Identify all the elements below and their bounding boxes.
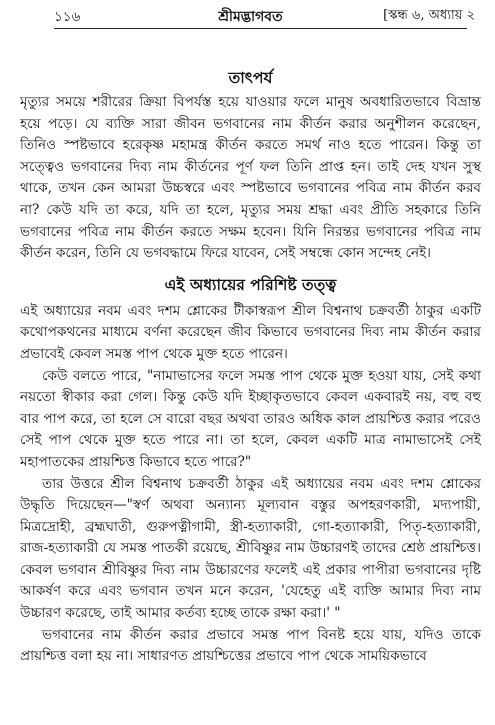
page-header	[20, 0, 481, 30]
summary-paragraph-1: এই অধ্যায়ের নবম এবং দশম শ্লোকের টীকাস্বরূপ শ্রীল বিশ্বনাথ চক্রবর্তী ঠাকুর একটি কথোপকথনের মাধ্যমে বর্ণনা করেছেন জীব কিভাবে ভগবানের দিব্য নাম কীর্তন করার প্রভাবেই কেবল সমস্ত পাপ থেকে মুক্ত হতে পারেন।	[20, 302, 481, 362]
book-title: শ্রীমদ্ভাগবত	[218, 9, 283, 25]
header-divider	[54, 28, 467, 29]
purport-paragraph: মৃত্যুর সময়ে শরীরের ক্রিয়া বিপর্যস্ত হয়ে যাওয়ার ফলে মানুষ অবধারিতভাবে বিভ্রান্ত হয়ে পড়ে। যে ব্যক্তি সারা জীবন ভগবানের নাম কীর্তন করার অনুশীলন করেছেন, তিনিও স্পষ্টভাবে হরেকৃষ্ণ মহামন্ত্র কীর্তন করতে সমর্থ নাও হতে পারেন। কিন্তু তা সত্ত্বেও ভগবানের দিব্য নাম কীর্তনের পূর্ণ ফল তিনি প্রাপ্ত হন। তাই দেহ যখন সুস্থ থাকে, তখন কেন আমরা উচ্চস্বরে এবং স্পষ্টভাবে ভগবানের পবিত্র নাম কীর্তন করব না? কেউ যদি তা করে, যদি তা হলে, মৃত্যুর সময় শ্রদ্ধা এবং প্রীতি সহকারে তিনি ভগবানের পবিত্র নাম কীর্তন করতে সক্ষম হবেন। যিনি নিরন্তর ভগবানের পবিত্র নাম কীর্তন করেন, তিনি যে ভগবদ্ধামে ফিরে যাবেন, সেই সম্বন্ধে কোন সন্দেহ নেই।	[20, 94, 481, 262]
summary-heading: এই অধ্যায়ের পরিশিষ্ট তত্ত্ব	[164, 274, 337, 294]
summary-paragraph-4: ভগবানের নাম কীর্তন করার প্রভাবে সমস্ত পাপ বিনষ্ট হয়ে যায়, যদিও তাকে প্রায়শ্চিত্ত বলা হয় না। সাধারণত প্রায়শ্চিত্তের প্রভাবে পাপ থেকে সাময়িকভাবে	[20, 626, 481, 665]
page-number: ১১৬	[54, 9, 81, 25]
summary-paragraph-3: তার উত্তরে শ্রীল বিশ্বনাথ চক্রবর্তী ঠাকুর এই অধ্যায়ের নবম এবং দশম শ্লোকের উদ্ধৃতি দিয়েছেন—"স্বর্ণ অথবা অন্যান্য মূল্যবান বস্তুর অপহরণকারী, মদ্যপায়ী, মিত্রদ্রোহী, ব্রহ্মঘাতী, গুরুপত্নীগামী, স্ত্রী-হত্যাকারী, গো-হত্যাকারী, পিতৃ-হত্যাকারী, রাজ-হত্যাকারী যে সমস্ত পাতকী রয়েছে, শ্রীবিষ্ণুর নাম উচ্চারণই তাদের শ্রেষ্ঠ প্রায়শ্চিত্ত। কেবল ভগবান শ্রীবিষ্ণুর দিব্য নাম উচ্চারণের ফলেই এই প্রকার পাপীরা ভগবানের দৃষ্টি আকর্ষণ করে এবং ভগবান তখন মনে করেন, 'যেহেতু এই ব্যক্তি আমার দিব্য নাম উচ্চারণ করেছে, তাই আমার কর্তব্য হচ্ছে তাকে রক্ষা করা।' "	[20, 475, 481, 622]
summary-paragraph-2: কেউ বলতে পারে, "নামাভাসের ফলে সমস্ত পাপ থেকে মুক্ত হওয়া যায়, সেই কথা নয়তো স্বীকার করা গেল। কিন্তু কেউ যদি ইচ্ছাকৃতভাবে কেবল একবারই নয়, বহু বহু বার পাপ করে, তা হলে সে বারো বছর অথবা তারও অধিক কাল প্রায়শ্চিত্ত করার পরেও সেই পাপ থেকে মুক্ত হতে পারে না। তা হলে, কেবল একটি মাত্র নামাভাসেই সেই মহাপাতকের প্রায়শ্চিত্ত কিভাবে হতে পারে?"	[20, 367, 481, 470]
chapter-reference: [স্কন্ধ ৬, অধ্যায় ২	[383, 8, 475, 23]
purport-heading: তাৎপর্য	[228, 68, 273, 87]
